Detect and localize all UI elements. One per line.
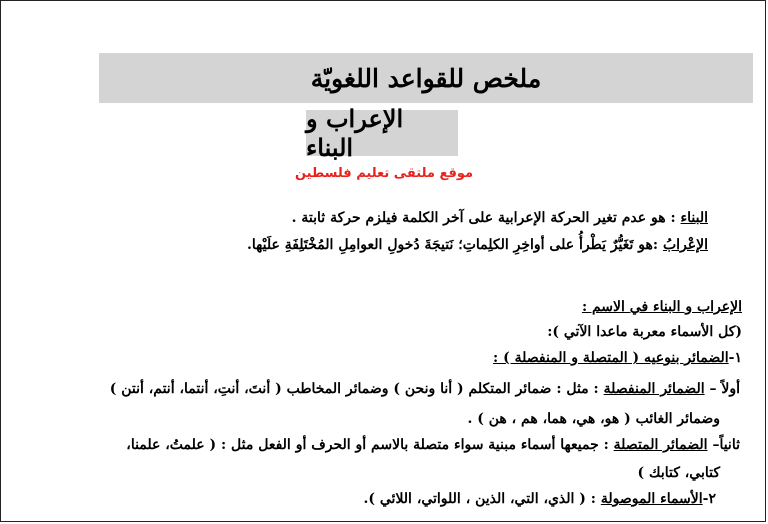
first-type-line-2: وضمائر الغائب ( هو، هي، هما، هم ، هن ) . [467, 411, 720, 427]
first-type-prefix: أولاً – [709, 381, 740, 397]
site-name: موقع ملتقى تعليم فلسطين [294, 166, 474, 181]
definition-bina [292, 207, 708, 229]
list-item-2-text: : ( الذي، التي، الذين ، اللواتي، اللائي ). [363, 491, 596, 507]
definition-bina-text: : هو عدم تغير الحركة الإعرابية على آخر الكلمة فيلزم حركة ثابتة . [291, 210, 676, 226]
list-item-2-label: الأسماء الموصولة [600, 491, 703, 507]
definition-irab-text: :هو تَغَيُّرٌ يَطْرأُ على أواخِرِ الكلِماتِ؛ نَتيجَةَ دُخولِ العوامِلِ المُخْتَلِفَةِ علَيْها. [247, 237, 659, 253]
section-heading-text: الإعراب و البناء في الاسم : [581, 299, 742, 315]
subtitle-banner [306, 104, 458, 162]
first-type-line [110, 378, 740, 400]
section-heading [582, 296, 742, 318]
main-title-banner [99, 53, 753, 103]
definition-irab [247, 234, 708, 256]
definition-bina-term: البناء [680, 210, 708, 226]
main-title: ملخص للقواعد اللغويّة [310, 63, 542, 93]
list-item-2-number: ٢- [702, 491, 716, 507]
subtitle: الإعراب و البناء [306, 104, 404, 162]
section-intro: (كل الأسماء معربة ماعدا الآتي ): [547, 324, 742, 340]
second-type-text: : جميعها أسماء مبنية سواء متصلة بالاسم أو الحرف أو الفعل مثل : ( علمتُ، علمنا، [126, 437, 609, 453]
second-type-line-2: كتابي، كتابك ) [637, 465, 720, 481]
second-type-line [126, 434, 740, 456]
second-type-label: الضمائر المتصلة [613, 437, 708, 453]
list-item-1 [493, 347, 742, 369]
second-type-prefix: ثانياً– [712, 437, 740, 453]
first-type-text: : مثل : ضمائر المتكلم ( أنا ونحن ) وضمائر المخاطب ( أنتَ، أنتِ، أنتما، أنتم، أنتن ) [109, 381, 599, 397]
first-type-label: الضمائر المنفصلة [603, 381, 705, 397]
definition-irab-term: الإعْرابُ [662, 237, 708, 253]
list-item-1-label: الضمائر بنوعيه ( المتصلة و المنفصلة ) : [493, 350, 729, 366]
list-item-1-number: ١- [728, 350, 742, 366]
list-item-2 [364, 488, 717, 510]
